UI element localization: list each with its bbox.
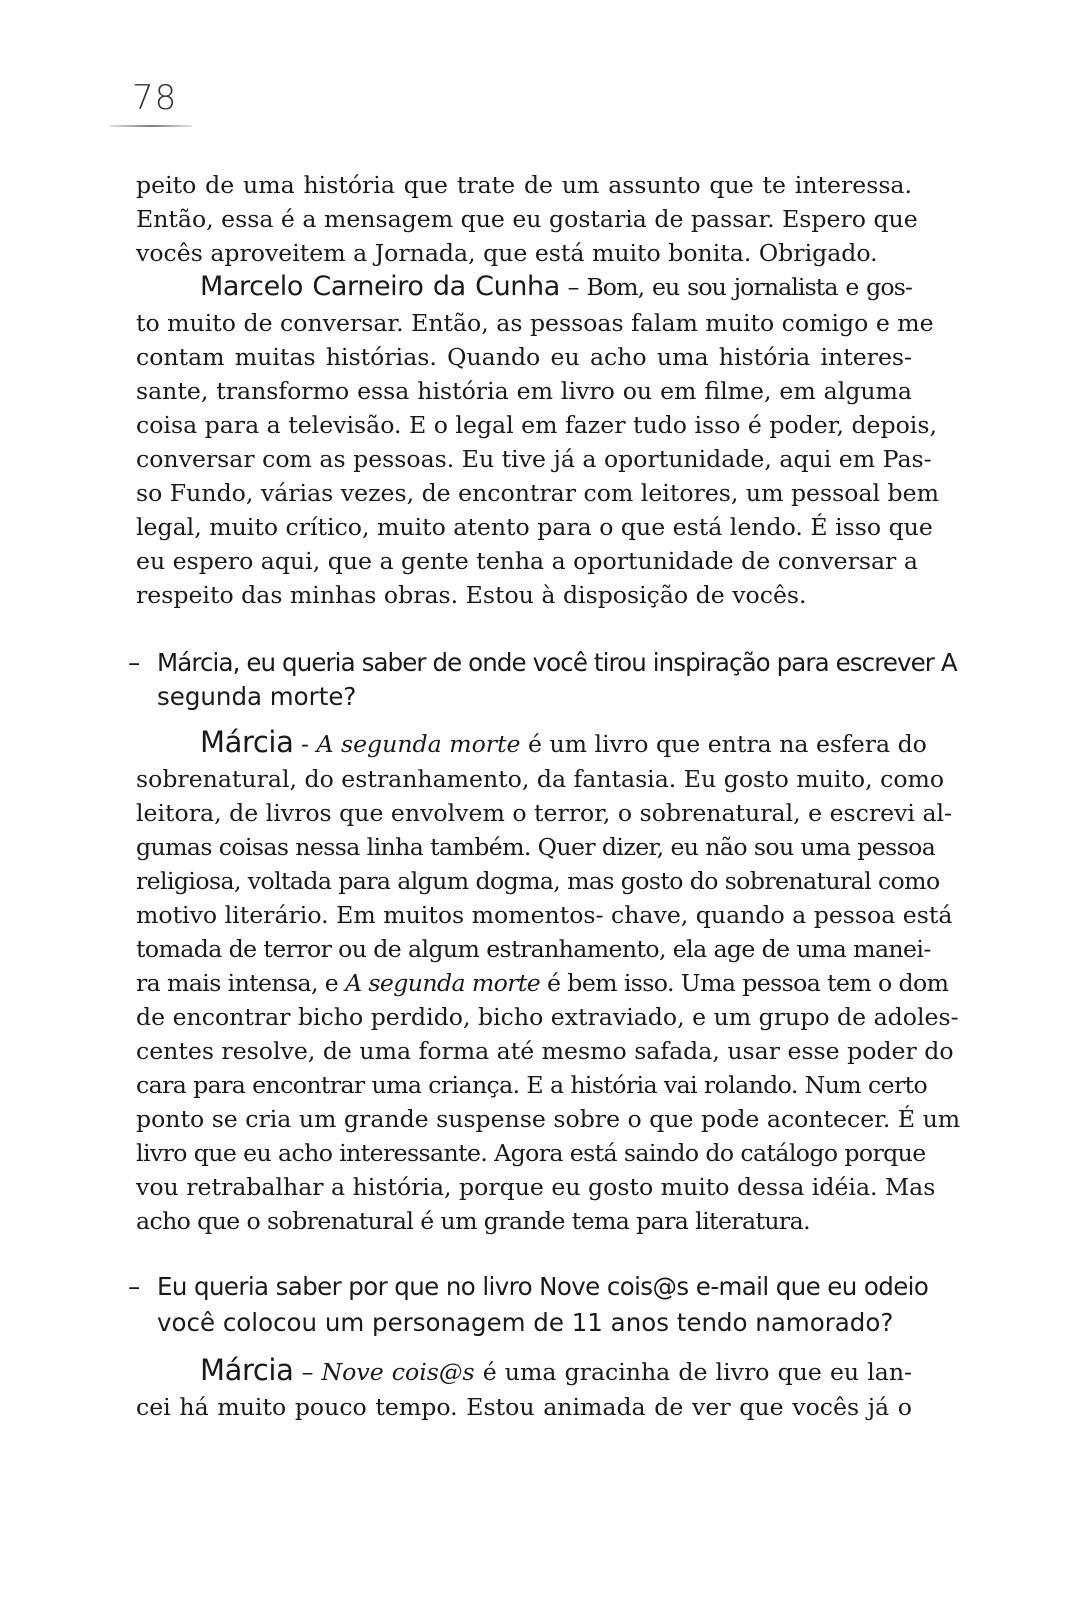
text-line: centes resolve, de uma forma até mesmo safada, usar esse poder do: [136, 1037, 954, 1065]
speaker-dash: -: [300, 730, 309, 758]
book-title: A segunda morte: [316, 730, 521, 758]
text-line: sante, transformo essa história em livro ou em filme, em alguma: [136, 377, 912, 405]
text-line: de encontrar bicho perdido, bicho extraviado, e um grupo de adoles-: [136, 1003, 959, 1031]
speaker-name: Márcia: [200, 725, 294, 759]
question-line: Eu queria saber por que no livro Nove cois@s e-mail que eu odeio: [157, 1272, 929, 1301]
text-line: ponto se cria um grande suspense sobre o que pode acontecer. É um: [136, 1105, 961, 1133]
speaker-line: [200, 722, 927, 762]
text-line: leitora, de livros que envolvem o terror, o sobrenatural, e escrevi al-: [136, 799, 953, 827]
book-title: A segunda morte: [345, 969, 541, 997]
text-line: peito de uma história que trate de um assunto que te interessa.: [136, 171, 912, 199]
text-line: vocês aproveitem a Jornada, que está muito bonita. Obrigado.: [136, 239, 878, 267]
text-line: contam muitas histórias. Quando eu acho uma história interes-: [136, 343, 912, 371]
text-line: livro que eu acho interessante. Agora está saindo do catálogo porque: [136, 1139, 926, 1167]
text-fragment: é uma gracinha de livro que eu lan-: [482, 1358, 913, 1386]
text-line: so Fundo, várias vezes, de encontrar com leitores, um pessoal bem: [136, 479, 939, 507]
text-line: to muito de conversar. Então, as pessoas falam muito comigo e me: [136, 309, 934, 337]
page-number: 78: [132, 78, 178, 118]
text-line: cei há muito pouco tempo. Estou animada de ver que vocês já o: [136, 1393, 912, 1421]
text-fragment: é um livro que entra na esfera do: [528, 730, 927, 758]
text-line: vou retrabalhar a história, porque eu gosto muito dessa idéia. Mas: [136, 1173, 936, 1201]
text-line: Então, essa é a mensagem que eu gostaria de passar. Espero que: [136, 205, 918, 233]
text-fragment: ra mais intensa, e: [136, 969, 339, 997]
speaker-dash: –: [567, 273, 579, 301]
text-line: coisa para a televisão. E o legal em fazer tudo isso é poder, depois,: [136, 411, 937, 439]
question-dash: –: [128, 648, 141, 677]
speaker-dash: –: [301, 1358, 314, 1386]
text-line: religiosa, voltada para algum dogma, mas gosto do sobrenatural como: [136, 867, 940, 895]
text-line: acho que o sobrenatural é um grande tema para literatura.: [136, 1207, 810, 1235]
header-rule: [110, 125, 192, 127]
text-line: [136, 966, 949, 1000]
question-line: segunda morte?: [157, 682, 357, 711]
text-line: conversar com as pessoas. Eu tive já a oportunidade, aqui em Pas-: [136, 445, 932, 473]
text-line: eu espero aqui, que a gente tenha a oportunidade de conversar a: [136, 547, 918, 575]
text-fragment: é bem isso. Uma pessoa tem o dom: [547, 969, 949, 997]
text-line: gumas coisas nessa linha também. Quer dizer, eu não sou uma pessoa: [136, 833, 936, 861]
speaker-name: Márcia: [200, 1353, 294, 1387]
text-line: tomada de terror ou de algum estranhamento, ela age de uma manei-: [136, 935, 931, 963]
text-line: legal, muito crítico, muito atento para o que está lendo. É isso que: [136, 513, 933, 541]
speaker-line: [200, 268, 912, 306]
text-line: sobrenatural, do estranhamento, da fantasia. Eu gosto muito, como: [136, 765, 945, 793]
question-dash: –: [128, 1272, 141, 1301]
speaker-name: Marcelo Carneiro da Cunha: [200, 271, 560, 302]
text-line: respeito das minhas obras. Estou à disposição de vocês.: [136, 581, 807, 609]
text-line: cara para encontrar uma criança. E a história vai rolando. Num certo: [136, 1071, 928, 1099]
question-line: Márcia, eu queria saber de onde você tirou inspiração para escrever A: [157, 648, 957, 677]
text-fragment: Bom, eu sou jornalista e gos-: [586, 273, 912, 301]
speaker-line: [200, 1350, 912, 1390]
question-line: você colocou um personagem de 11 anos tendo namorado?: [157, 1308, 894, 1337]
book-title: Nove cois@s: [321, 1358, 475, 1386]
text-line: motivo literário. Em muitos momentos- chave, quando a pessoa está: [136, 901, 953, 929]
